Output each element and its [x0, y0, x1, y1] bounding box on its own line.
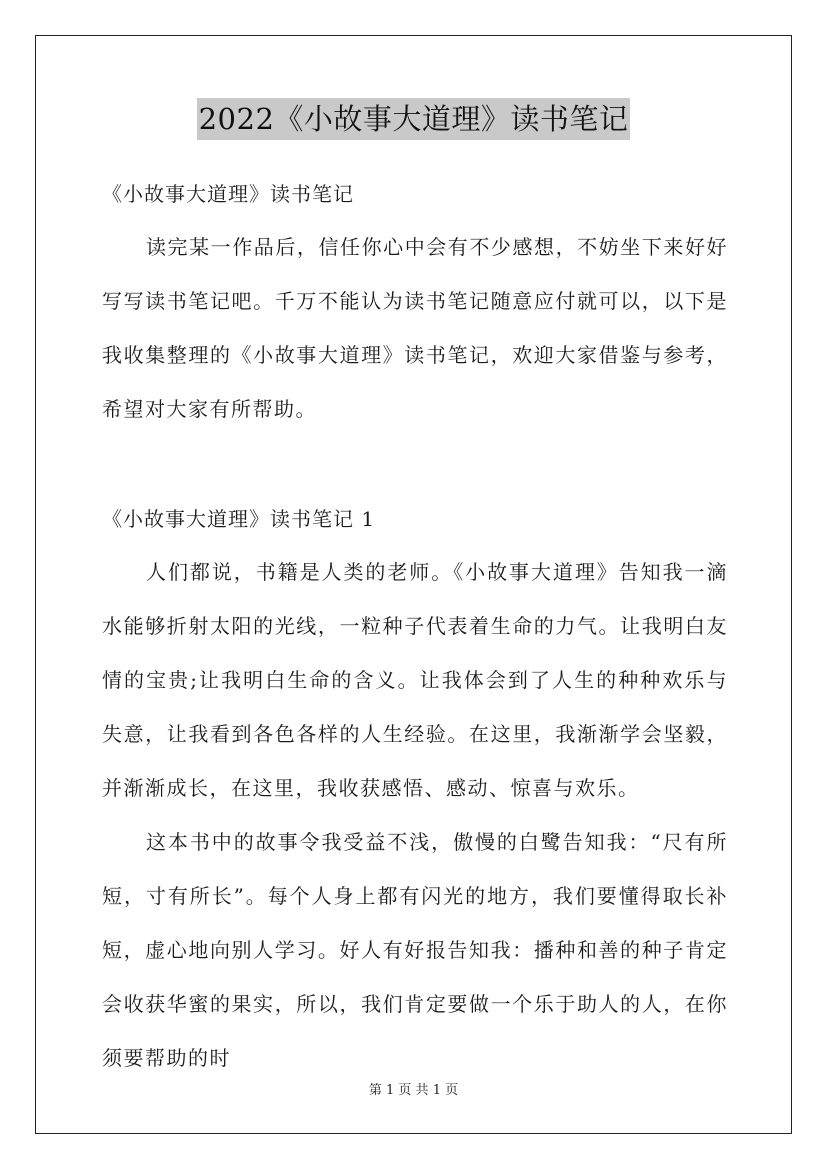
body-paragraph-2: 这本书中的故事令我受益不浅，傲慢的白鹭告知我：“尺有所短，寸有所长”。每个人身上都有闪光的地方，我们要懂得取长补短，虚心地向别人学习。好人有好报告知我：播种和善的种子肯定会收获华蜜的果实，所以，我们肯定要做一个乐于助人的人，在你须要帮助的时	[102, 830, 728, 1070]
section-heading: 《小故事大道理》读书笔记 1	[102, 507, 376, 531]
document-subtitle: 《小故事大道理》读书笔记	[102, 182, 354, 206]
page-footer: 第 1 页 共 1 页	[368, 1083, 459, 1098]
intro-paragraph: 读完某一作品后，信任你心中会有不少感想，不妨坐下来好好写写读书笔记吧。千万不能认为读书笔记随意应付就可以，以下是我收集整理的《小故事大道理》读书笔记，欢迎大家借鉴与参考，希望对大家有所帮助。	[102, 235, 728, 421]
title-container	[0, 98, 827, 140]
document-title: 2022《小故事大道理》读书笔记	[197, 98, 631, 140]
body-paragraph-1: 人们都说，书籍是人类的老师。《小故事大道理》告知我一滴水能够折射太阳的光线，一粒种子代表着生命的力气。让我明白友情的宝贵;让我明白生命的含义。让我体会到了人生的种种欢乐与失意，让我看到各色各样的人生经验。在这里，我渐渐学会坚毅，并渐渐成长，在这里，我收获感悟、感动、惊喜与欢乐。	[102, 560, 728, 800]
